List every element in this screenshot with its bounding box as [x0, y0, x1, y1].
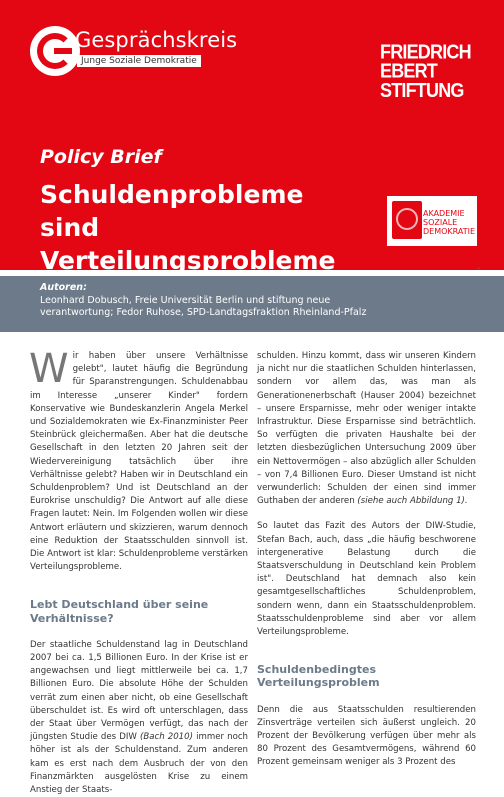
logo-subtitle: Junge Soziale Demokratie [81, 56, 197, 66]
section-heading-2: Schuldenbedingtes Verteilungsproblem [257, 663, 380, 690]
dropcap: W [29, 346, 69, 392]
intro-paragraph [29, 346, 248, 574]
corner-mark: ▫ [478, 266, 480, 272]
fes-line-1: FRIEDRICH [380, 40, 471, 64]
akademie-line-2: SOZIALE [423, 218, 458, 227]
authors-band [0, 276, 504, 332]
document-title: Schuldenprobleme sind Verteilungsprobleme [40, 180, 336, 275]
citation-bach: (Bach 2010) [139, 732, 193, 743]
right-column [257, 350, 476, 770]
section-heading-1: Lebt Deutschland über seine Verhältnisse? [30, 598, 209, 625]
intro-text: ir haben über unsere Verhältnisse gelebt", lautet häufig die Begründung für Sparanstrengungen. Schuldenabbau im Interesse „unserer Kinder" fordern Konservative wie Bundeskanzlerin Angela Merkel und Sozialdemokraten wie Ex-Finanzminister Peer Steinbrück gleichermaßen. Aber hat die deutsche Gesellschaft in den letzten 20 Jahren seit der Wiedervereinigung tatsächlich über ihre Verhältnisse gelebt? Haben wir in Deutschland ein Schuldenproblem? Und ist Deutschland an der Eurokrise unschuldig? Die Antwort auf alle diese Fragen lautet: Nein. Im Folgenden wollen wir diese Antwort erläutern und skizzieren, warum dennoch eine Reduktion der Staatsschulden sinnvoll ist. Die Antwort ist klar: Schuldenprobleme verstärken Verteilungsprobleme. [30, 351, 248, 573]
authors-line-2: verantwortung; Fedor Ruhose, SPD-Landtagsfraktion Rheinland-Pfalz [40, 307, 367, 318]
series-label: Policy Brief [40, 146, 162, 168]
akademie-emblem-icon [392, 201, 422, 239]
akademie-logo [387, 196, 477, 246]
g-logo-icon [30, 26, 80, 76]
logo-subtitle-box [77, 55, 201, 67]
citation-figure: (siehe auch Abbildung 1). [357, 496, 468, 507]
paragraph-2 [30, 639, 248, 797]
fes-line-2: EBERT [380, 59, 438, 83]
akademie-text [423, 209, 475, 236]
right-paragraph-3: Denn die aus Staatsschulden resultierenden Zinsverträge verteilen sich äußerst ungleich. 20 Prozent der Bevölkerung verfügen über mehr als 80 Prozent des Gesamtvermögens, während 60 Prozent gemeinsam weniger als 3 Prozent des [257, 704, 476, 768]
paragraph-2-text-b: immer noch höher ist als der Schuldenstand. Zum anderen kam es erst nach dem Ausbruch der von den Finanzmärkten ausgelösten Krise zu einem Anstieg der Staats- [30, 732, 248, 796]
right-paragraph-1-text: schulden. Hinzu kommt, dass wir unseren Kindern ja nicht nur die staatlichen Schulden hinterlassen, sondern vor allem das, was man als Generationenerbschaft (Hauser 2004) bezeichnet – unsere Ersparnisse, mehr oder weniger intakte Infrastruktur. Diese Ersparnisse sind beträchtlich. So verfügten die privaten Haushalte bei der letzten diesbezüglichen Untersuchung 2009 über ein Nettovermögen – also abzüglich aller Schulden – von 7,4 Billionen Euro. Dieser Umstand ist nicht verwunderlich: Schulden der einen sind immer Guthaben der anderen [257, 351, 476, 507]
left-column [29, 346, 248, 797]
fes-logo [380, 40, 480, 102]
right-paragraph-1 [257, 350, 476, 508]
authors-line-1: Leonhard Dobusch, Freie Universität Berlin und stiftung neue [40, 294, 331, 306]
gespraechskreis-logo [30, 26, 238, 86]
right-paragraph-2: So lautet das Fazit des Autors der DIW-Studie, Stefan Bach, auch, dass „die häufig beschworene intergenerative Belastung durch die Staatsverschuldung in Deutschland kein Problem ist". Deutschland hat demnach also kein gesamtgesellschaftliches Schuldenproblem, sondern wenn, dann ein Staatsschuldenproblem. Staatsschuldenprobleme sind aber vor allem Verteilungsprobleme. [257, 521, 476, 638]
akademie-line-1: AKADEMIE [423, 209, 465, 218]
header-band [0, 0, 504, 275]
akademie-line-3: DEMOKRATIE [423, 227, 476, 236]
paragraph-2-text-a: Der staatliche Schuldenstand lag in Deutschland 2007 bei ca. 1,5 Billionen Euro. In der Krise ist er angewachsen und liegt mittlerweile bei ca. 1,7 Billionen Euro. Die absolute Höhe der Schulden verrät zum einen aber nicht, ob eine Gesellschaft überschuldet ist. Es wird oft unterschlagen, dass der Staat über Vermögen verfügt, das nach der jüngsten Studie des DIW [30, 639, 248, 743]
fes-line-3: STIFTUNG [380, 78, 464, 102]
authors-label: Autoren: [40, 282, 87, 293]
logo-title: Gesprächskreis [75, 28, 238, 52]
